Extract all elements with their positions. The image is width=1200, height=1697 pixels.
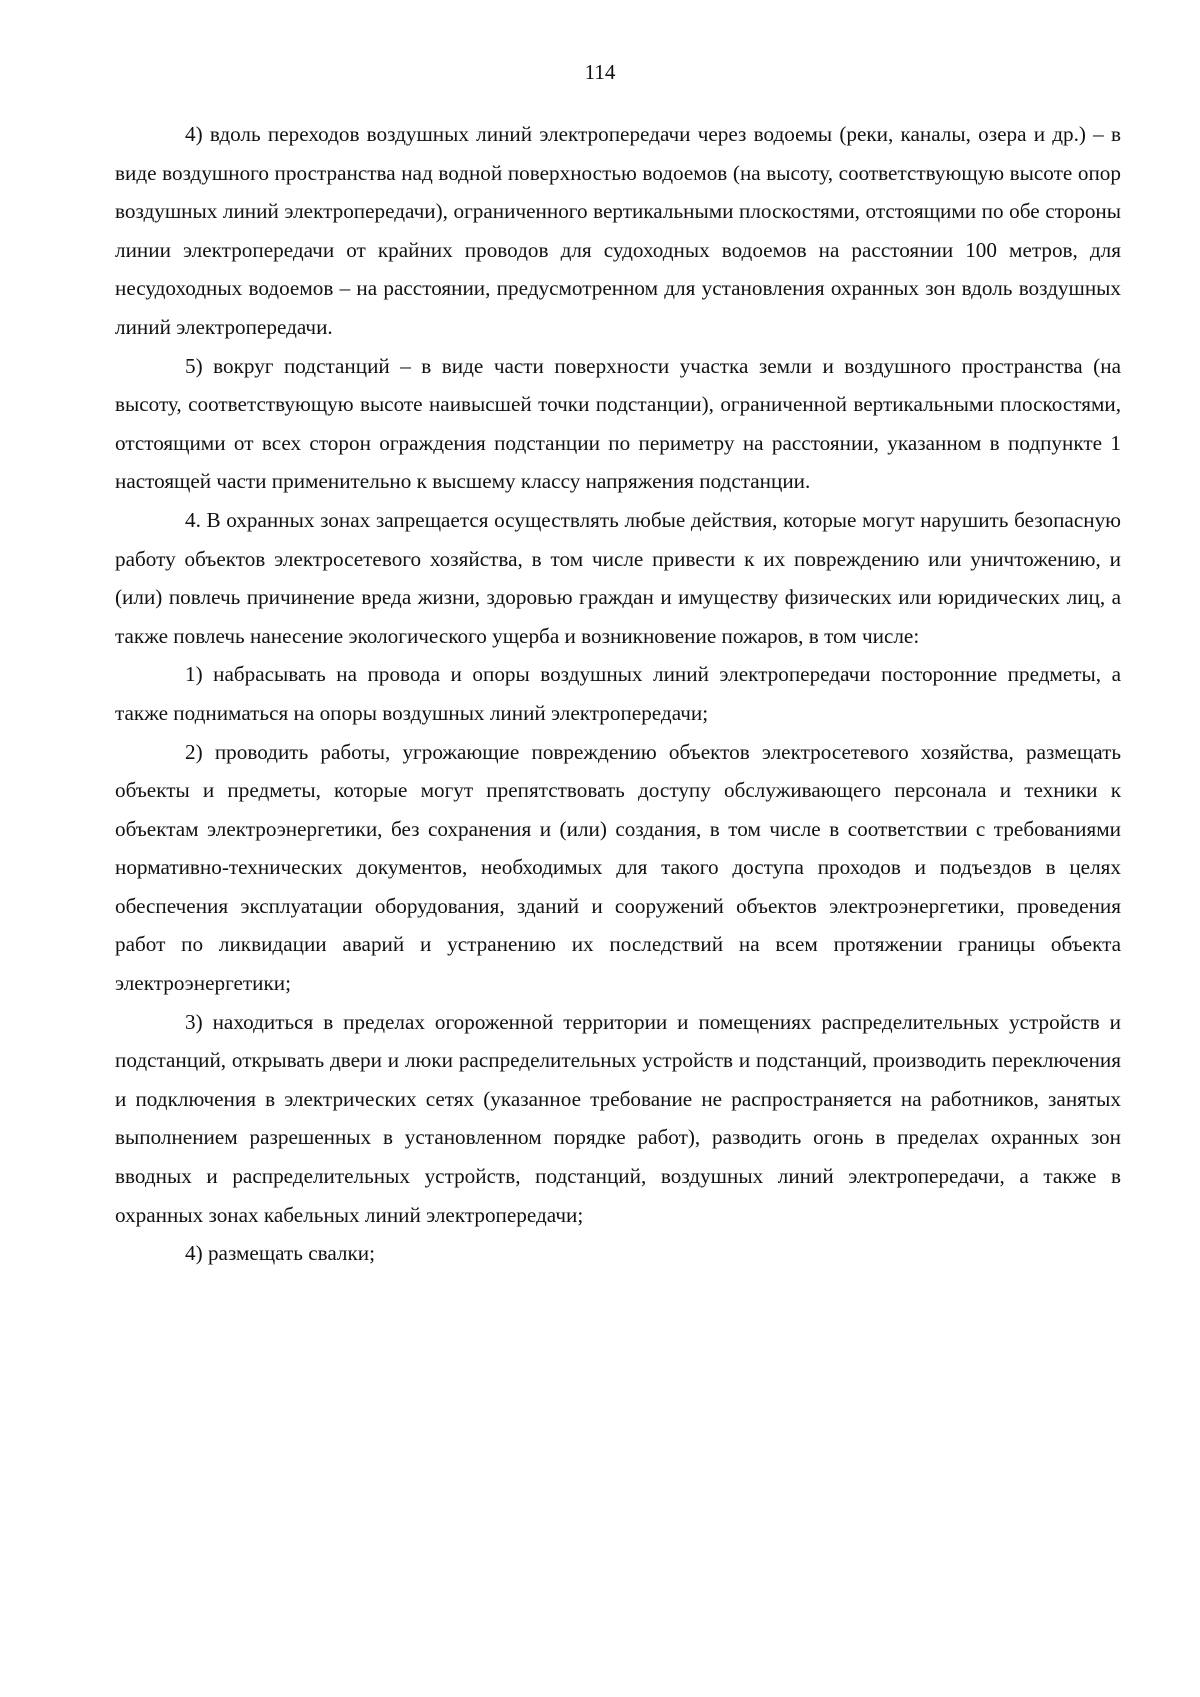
paragraph-prohibition-2: 2) проводить работы, угрожающие повреждению объектов электросетевого хозяйства, размещать объекты и предметы, которые могут препятствовать доступу обслуживающего персонала и техники к объектам электроэнергетики, без сохранения и (или) создания, в том числе в соответствии с требованиями нормативно-технических документов, необходимых для такого доступа проходов и подъездов в целях обеспечения эксплуатации оборудования, зданий и сооружений объектов электроэнергетики, проведения работ по ликвидации аварий и устранению их последствий на всем протяжении границы объекта электроэнергетики; bbox=[115, 739, 1121, 996]
paragraph-prohibition-3: 3) находиться в пределах огороженной территории и помещениях распределительных устройств и подстанций, открывать двери и люки распределительных устройств и подстанций, производить переключения и подключения в электрических сетях (указанное требование не распространяется на работников, занятых выполнением разрешенных в установленном порядке работ), разводить огонь в пределах охранных зон вводных и распределительных устройств, подстанций, воздушных линий электропередачи, а также в охранных зонах кабельных линий электропередачи; bbox=[115, 1009, 1121, 1227]
paragraph-prohibition-4: 4) размещать свалки; bbox=[185, 1241, 376, 1266]
paragraph-item-5-substations: 5) вокруг подстанций – в виде части поверхности участка земли и воздушного пространства (на высоту, соответствующую высоте наивысшей точки подстанции), ограниченной вертикальными плоскостями, отстоящими от всех сторон ограждения подстанции по периметру на расстоянии, указанном в подпункте 1 настоящей части применительно к высшему классу напряжения подстанции. bbox=[115, 353, 1121, 494]
paragraph-item-4-water-crossings: 4) вдоль переходов воздушных линий электропередачи через водоемы (реки, каналы, озера и др.) – в виде воздушного пространства над водной поверхностью водоемов (на высоту, соответствующую высоте опор воздушных линий электропередачи), ограниченного вертикальными плоскостями, отстоящими по обе стороны линии электропередачи от крайних проводов для судоходных водоемов на расстоянии 100 метров, для несудоходных водоемов – на расстоянии, предусмотренном для установления охранных зон вдоль воздушных линий электропередачи. bbox=[115, 122, 1121, 339]
paragraph-part-4-prohibitions: 4. В охранных зонах запрещается осуществлять любые действия, которые могут нарушить безопасную работу объектов электросетевого хозяйства, в том числе привести к их повреждению или уничтожению, и (или) повлечь причинение вреда жизни, здоровью граждан и имуществу физических или юридических лиц, а также повлечь нанесение экологического ущерба и возникновение пожаров, в том числе: bbox=[115, 507, 1121, 648]
page-number: 114 bbox=[584, 60, 616, 84]
document-body bbox=[115, 115, 1121, 1273]
paragraph-prohibition-1: 1) набрасывать на провода и опоры воздушных линий электропередачи посторонние предметы, а также подниматься на опоры воздушных линий электропередачи; bbox=[115, 662, 1121, 725]
